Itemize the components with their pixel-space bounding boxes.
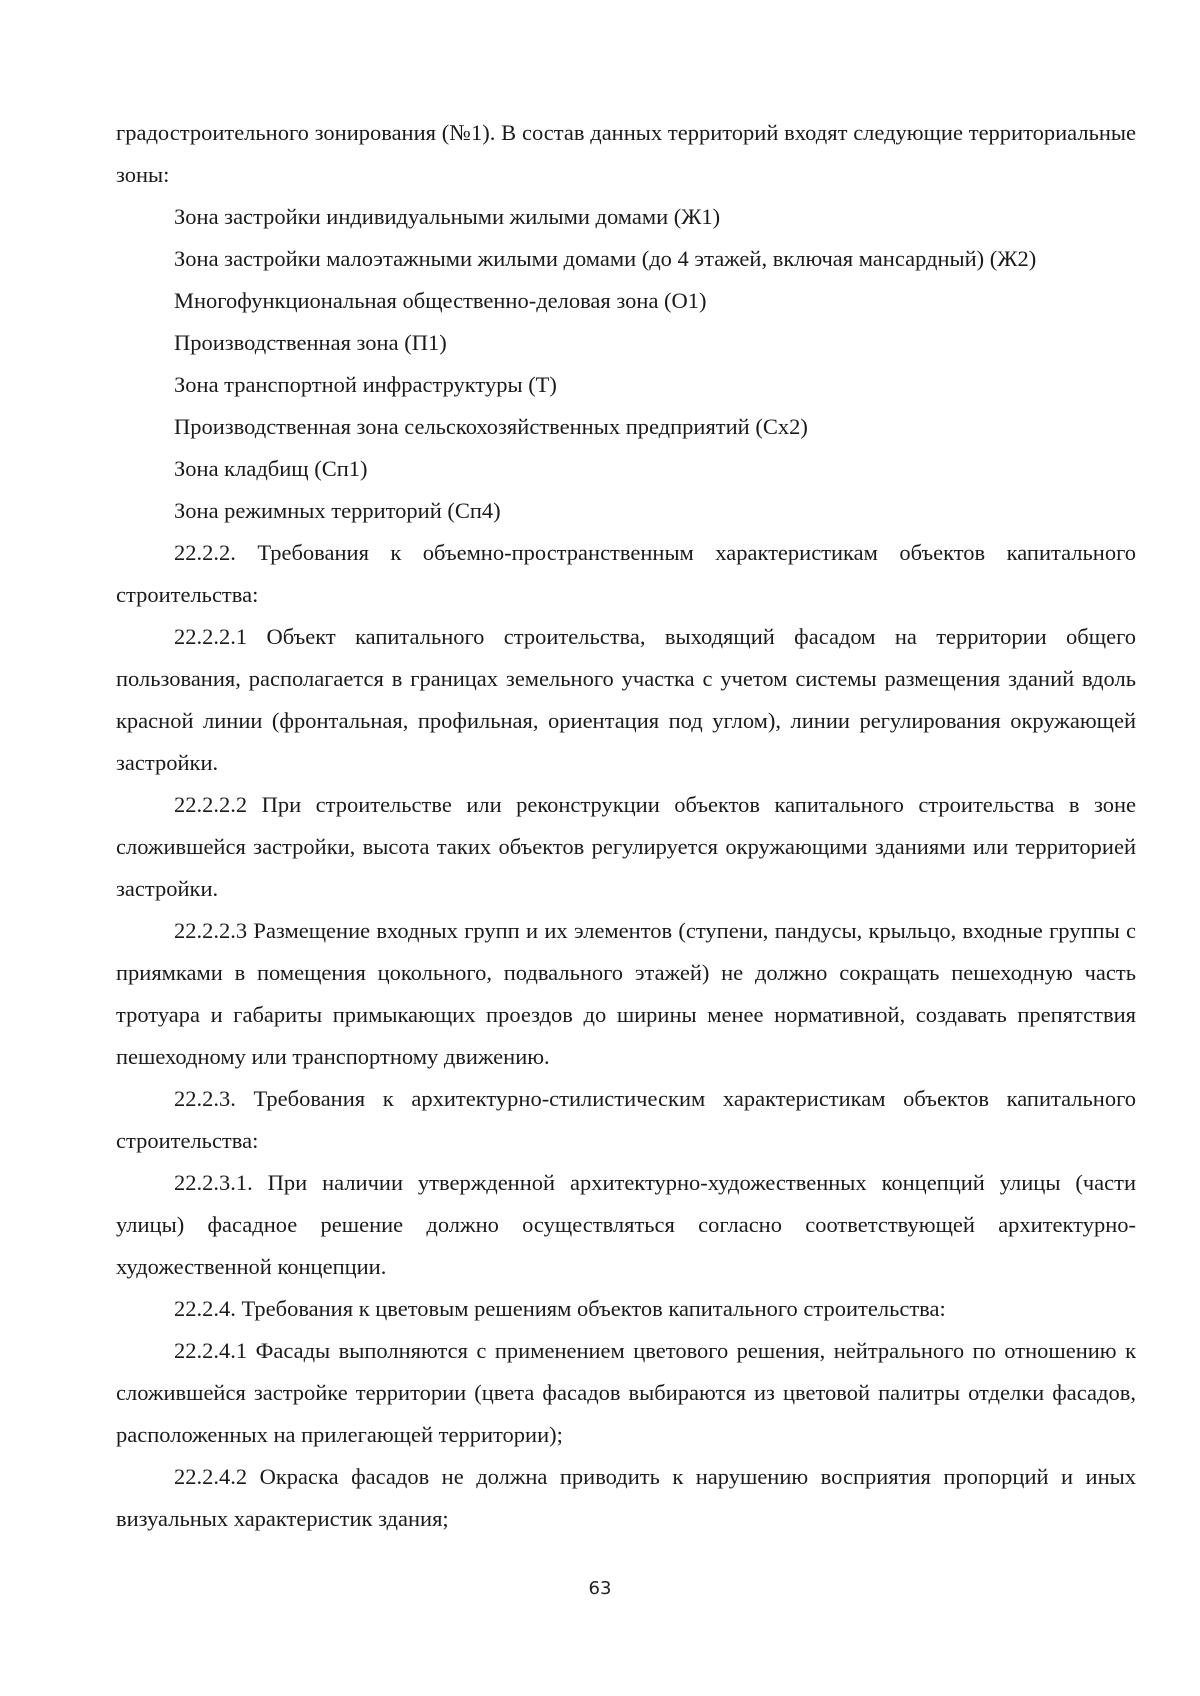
zone-item: Производственная зона (П1) bbox=[174, 330, 447, 355]
section-22-2-2-2: 22.2.2.2 При строительстве или реконструкции объектов капитального строительства в зоне сложившейся застройки, высота таких объектов регулируется окружающими зданиями или территорией застройки. bbox=[116, 792, 1136, 901]
zone-item: Зона застройки малоэтажными жилыми домами (до 4 этажей, включая мансардный) (Ж2) bbox=[174, 246, 1037, 271]
section-22-2-2: 22.2.2. Требования к объемно-пространственным характеристикам объектов капитального строительства: bbox=[116, 540, 1136, 607]
zone-item: Зона транспортной инфраструктуры (Т) bbox=[174, 372, 557, 397]
section-22-2-2-1: 22.2.2.1 Объект капитального строительства, выходящий фасадом на территории общего пользования, располагается в границах земельного участка с учетом системы размещения зданий вдоль красной линии (фронтальная, профильная, ориентация под углом), линии регулирования окружающей застройки. bbox=[116, 624, 1136, 775]
zone-item: Зона режимных территорий (Сп4) bbox=[174, 498, 501, 523]
section-22-2-4-1: 22.2.4.1 Фасады выполняются с применением цветового решения, нейтрального по отношению к сложившейся застройке территории (цвета фасадов выбираются из цветовой палитры отделки фасадов, расположенных на прилегающей территории); bbox=[116, 1338, 1136, 1447]
page-body bbox=[116, 112, 1136, 1540]
zone-item: Зона кладбищ (Сп1) bbox=[174, 456, 368, 481]
section-22-2-3: 22.2.3. Требования к архитектурно-стилистическим характеристикам объектов капитального строительства: bbox=[116, 1086, 1136, 1153]
zone-item: Производственная зона сельскохозяйственных предприятий (Сх2) bbox=[174, 414, 808, 439]
section-22-2-3-1: 22.2.3.1. При наличии утвержденной архитектурно-художественных концепций улицы (части улицы) фасадное решение должно осуществляться согласно соответствующей архитектурно-художественной концепции. bbox=[116, 1170, 1136, 1279]
page-number: 63 bbox=[588, 1578, 612, 1599]
section-22-2-4-2: 22.2.4.2 Окраска фасадов не должна приводить к нарушению восприятия пропорций и иных визуальных характеристик здания; bbox=[116, 1464, 1136, 1531]
section-22-2-4: 22.2.4. Требования к цветовым решениям объектов капитального строительства: bbox=[174, 1296, 946, 1321]
section-22-2-2-3: 22.2.2.3 Размещение входных групп и их элементов (ступени, пандусы, крыльцо, входные группы с приямками в помещения цокольного, подвального этажей) не должно сокращать пешеходную часть тротуара и габариты примыкающих проездов до ширины менее нормативной, создавать препятствия пешеходному или транспортному движению. bbox=[116, 918, 1136, 1069]
zone-item: Многофункциональная общественно-деловая зона (О1) bbox=[174, 288, 707, 313]
paragraph-intro: градостроительного зонирования (№1). В состав данных территорий входят следующие территориальные зоны: bbox=[116, 120, 1136, 187]
zone-item: Зона застройки индивидуальными жилыми домами (Ж1) bbox=[174, 204, 721, 229]
